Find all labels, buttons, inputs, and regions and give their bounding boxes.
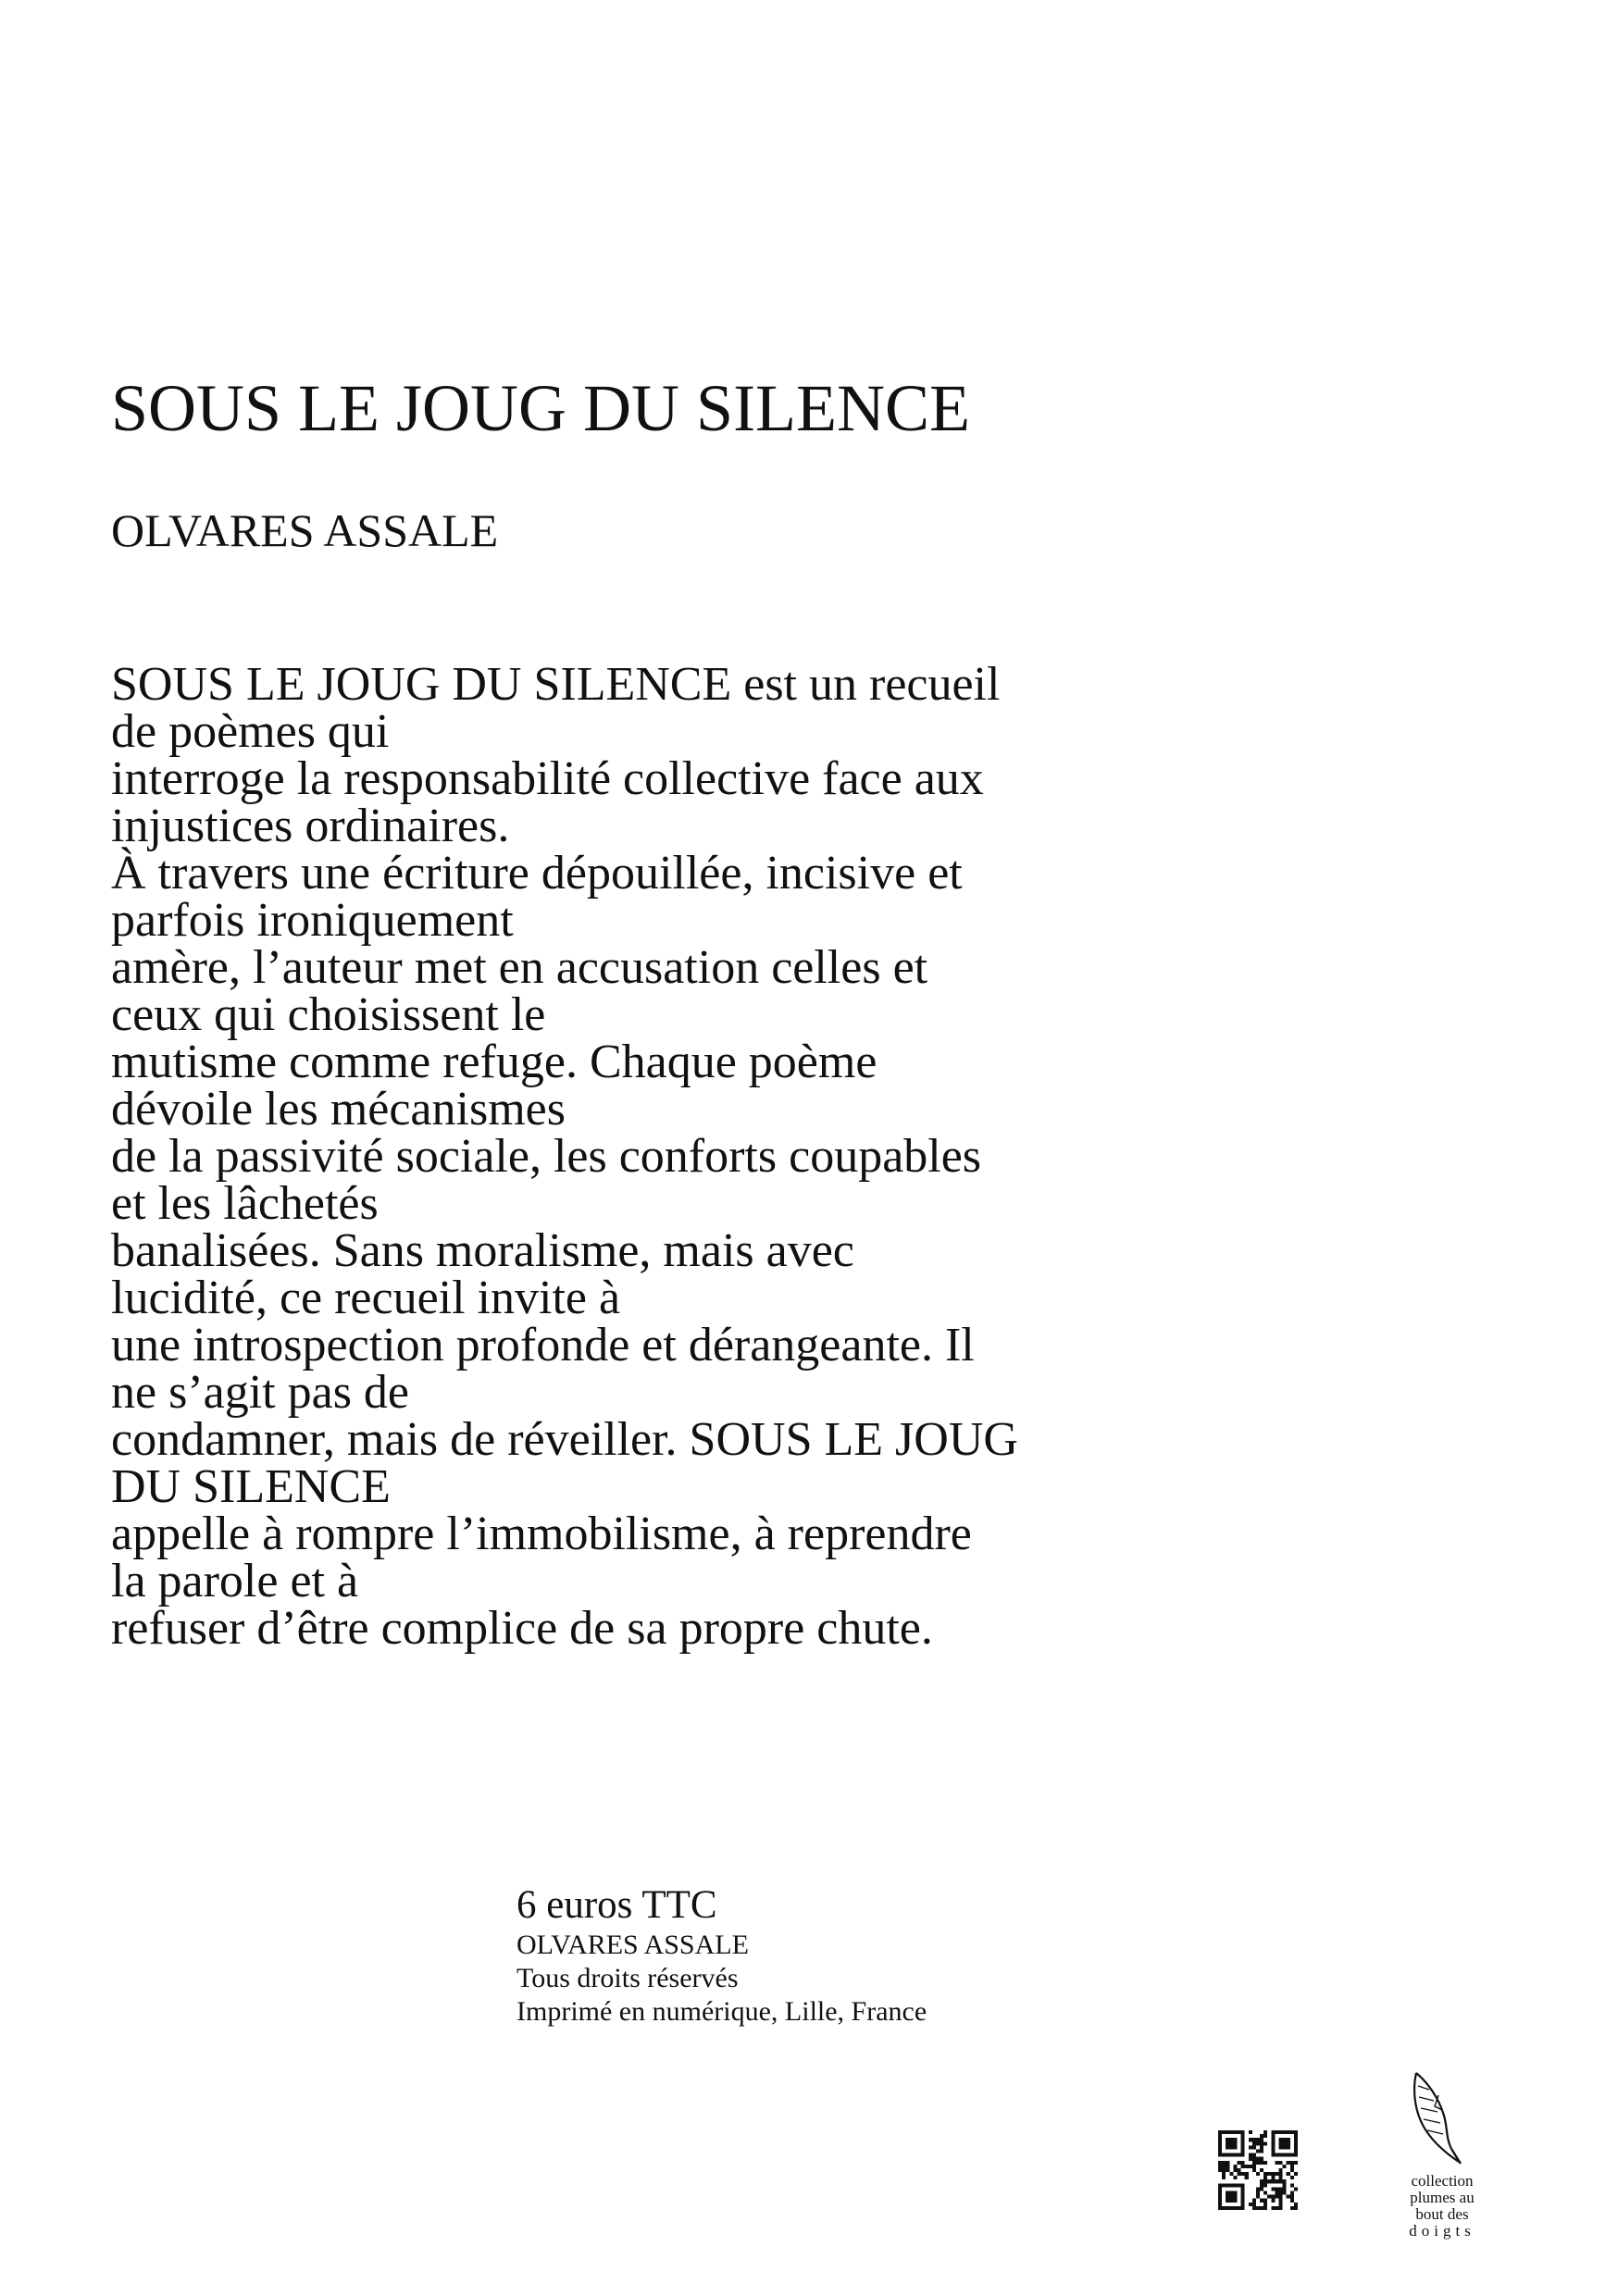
synopsis-line: parfois ironiquement [111, 894, 514, 947]
collection-logo-text [1396, 2173, 1488, 2240]
synopsis-line: interroge la responsabilité collective face aux [111, 752, 984, 805]
synopsis [111, 658, 1259, 1655]
imprint-block [517, 1882, 927, 2029]
synopsis-line: SOUS LE JOUG DU SILENCE est un recueil [111, 658, 1001, 711]
synopsis-line: mutisme comme refuge. Chaque poème [111, 1036, 877, 1088]
synopsis-line: de poèmes qui [111, 705, 390, 758]
book-title: SOUS LE JOUG DU SILENCE [111, 371, 971, 445]
synopsis-line: de la passivité sociale, les conforts coupables [111, 1130, 982, 1183]
feather-quill-icon [1411, 2069, 1462, 2166]
collection-logo [1396, 2069, 1488, 2273]
synopsis-line: lucidité, ce recueil invite à [111, 1272, 621, 1324]
imprint-author: OLVARES ASSALE [517, 1930, 749, 1960]
synopsis-line: ne s’agit pas de [111, 1366, 410, 1419]
synopsis-line: appelle à rompre l’immobilisme, à reprendre [111, 1508, 972, 1560]
rights-notice: Tous droits réservés [517, 1963, 739, 1993]
collection-logo-line: plumes au [1410, 2189, 1475, 2206]
synopsis-line: DU SILENCE [111, 1460, 391, 1513]
collection-logo-line: doigts [1409, 2222, 1475, 2240]
printing-notice: Imprimé en numérique, Lille, France [517, 1996, 927, 2027]
synopsis-line: À travers une écriture dépouillée, incisive et [111, 847, 963, 900]
synopsis-line: injustices ordinaires. [111, 800, 510, 852]
synopsis-line: refuser d’être complice de sa propre chute. [111, 1602, 933, 1655]
synopsis-line: la parole et à [111, 1555, 359, 1607]
synopsis-line: amère, l’auteur met en accusation celles et [111, 941, 928, 994]
synopsis-line: banalisées. Sans moralisme, mais avec [111, 1224, 854, 1277]
synopsis-line: condamner, mais de réveiller. SOUS LE JOUG [111, 1413, 1018, 1466]
qr-code-icon [1218, 2130, 1298, 2210]
synopsis-line: et les lâchetés [111, 1177, 379, 1230]
synopsis-line: une introspection profonde et dérangeante. Il [111, 1319, 975, 1371]
synopsis-line: dévoile les mécanismes [111, 1083, 566, 1136]
collection-logo-line: collection [1411, 2172, 1474, 2190]
collection-logo-line: bout des [1415, 2205, 1469, 2223]
synopsis-line: ceux qui choisissent le [111, 988, 546, 1041]
price: 6 euros TTC [517, 1883, 717, 1927]
book-author: OLVARES ASSALE [111, 504, 499, 556]
